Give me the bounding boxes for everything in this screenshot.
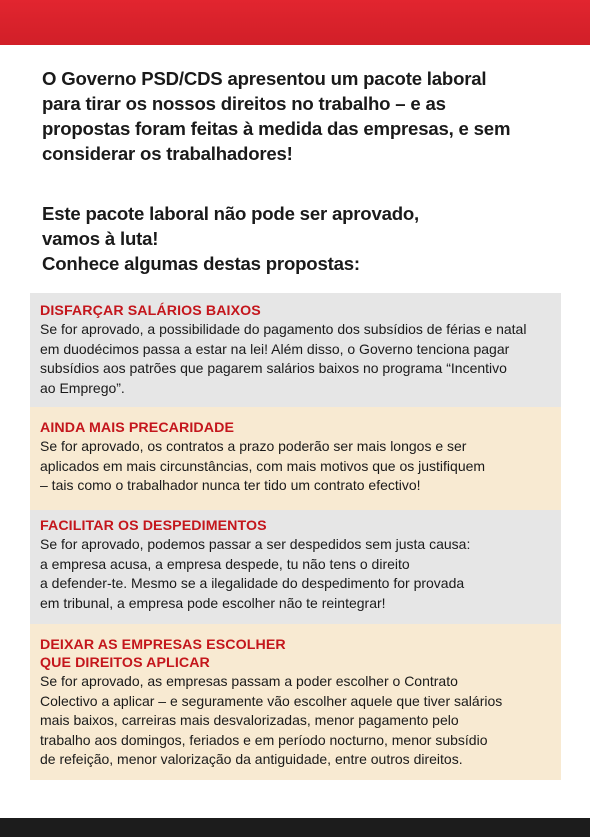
call-line: vamos à luta! <box>42 228 159 249</box>
proposal-box-despedimentos <box>30 510 561 624</box>
proposal-text-line: a empresa acusa, a empresa despede, tu não tens o direito <box>40 555 410 572</box>
proposal-text <box>40 672 551 770</box>
proposal-text <box>40 535 551 613</box>
proposal-text-line: ao Emprego”. <box>40 379 125 396</box>
proposal-text-line: em duodécimos passa a estar na lei! Além disso, o Governo tenciona pagar <box>40 340 510 357</box>
proposal-box-precaridade <box>30 407 561 510</box>
proposal-text-line: – tais como o trabalhador nunca ter tido um contrato efectivo! <box>40 477 421 494</box>
call-line: Este pacote laboral não pode ser aprovado, <box>42 203 420 224</box>
proposal-box-contratos <box>30 624 561 780</box>
intro-line: propostas foram feitas à medida das empresas, e sem <box>42 118 511 139</box>
proposal-text-line: Se for aprovado, podemos passar a ser despedidos sem justa causa: <box>40 536 471 552</box>
proposal-title <box>40 419 551 437</box>
proposal-title <box>40 302 551 320</box>
intro-line: considerar os trabalhadores! <box>42 143 293 164</box>
proposal-title-line: QUE DIREITOS APLICAR <box>40 655 210 671</box>
proposal-title-line: AINDA MAIS PRECARIDADE <box>40 420 235 436</box>
top-red-band <box>0 0 590 45</box>
call-line: Conhece algumas destas propostas: <box>42 253 360 274</box>
proposal-text <box>40 437 551 496</box>
proposal-text-line: mais baixos, carreiras mais desvalorizadas, menor pagamento pelo <box>40 712 459 729</box>
proposal-text-line: aplicados em mais circunstâncias, com mais motivos que os justifiquem <box>40 457 486 474</box>
proposal-text-line: Se for aprovado, as empresas passam a poder escolher o Contrato <box>40 673 458 689</box>
proposal-title <box>40 517 551 535</box>
proposal-title-line: DEIXAR AS EMPRESAS ESCOLHER <box>40 637 286 653</box>
proposal-text-line: Colectivo a aplicar – e seguramente vão escolher aquele que tiver salários <box>40 692 503 709</box>
call-to-action <box>42 201 562 276</box>
proposal-text-line: Se for aprovado, a possibilidade do pagamento dos subsídios de férias e natal <box>40 321 527 337</box>
proposal-title-line: DISFARÇAR SALÁRIOS BAIXOS <box>40 303 261 319</box>
proposal-box-salarios <box>30 293 561 407</box>
proposal-text-line: a defender-te. Mesmo se a ilegalidade do despedimento for provada <box>40 575 465 592</box>
proposal-text-line: Se for aprovado, os contratos a prazo poderão ser mais longos e ser <box>40 438 467 454</box>
proposal-text-line: subsídios aos patrões que pagarem salários baixos no programa “Incentivo <box>40 360 507 377</box>
proposal-text <box>40 320 551 398</box>
proposal-title-line: FACILITAR OS DESPEDIMENTOS <box>40 518 267 534</box>
proposal-text-line: trabalho aos domingos, feriados e em período nocturno, menor subsídio <box>40 731 488 748</box>
intro-paragraph <box>42 66 562 166</box>
proposal-title <box>40 636 551 672</box>
intro-line: O Governo PSD/CDS apresentou um pacote laboral <box>42 68 487 89</box>
proposal-text-line: de refeição, menor valorização da antiguidade, entre outros direitos. <box>40 751 463 768</box>
proposal-text-line: em tribunal, a empresa pode escolher não te reintegrar! <box>40 594 386 611</box>
intro-line: para tirar os nossos direitos no trabalho – e as <box>42 93 446 114</box>
bottom-dark-band <box>0 818 590 837</box>
